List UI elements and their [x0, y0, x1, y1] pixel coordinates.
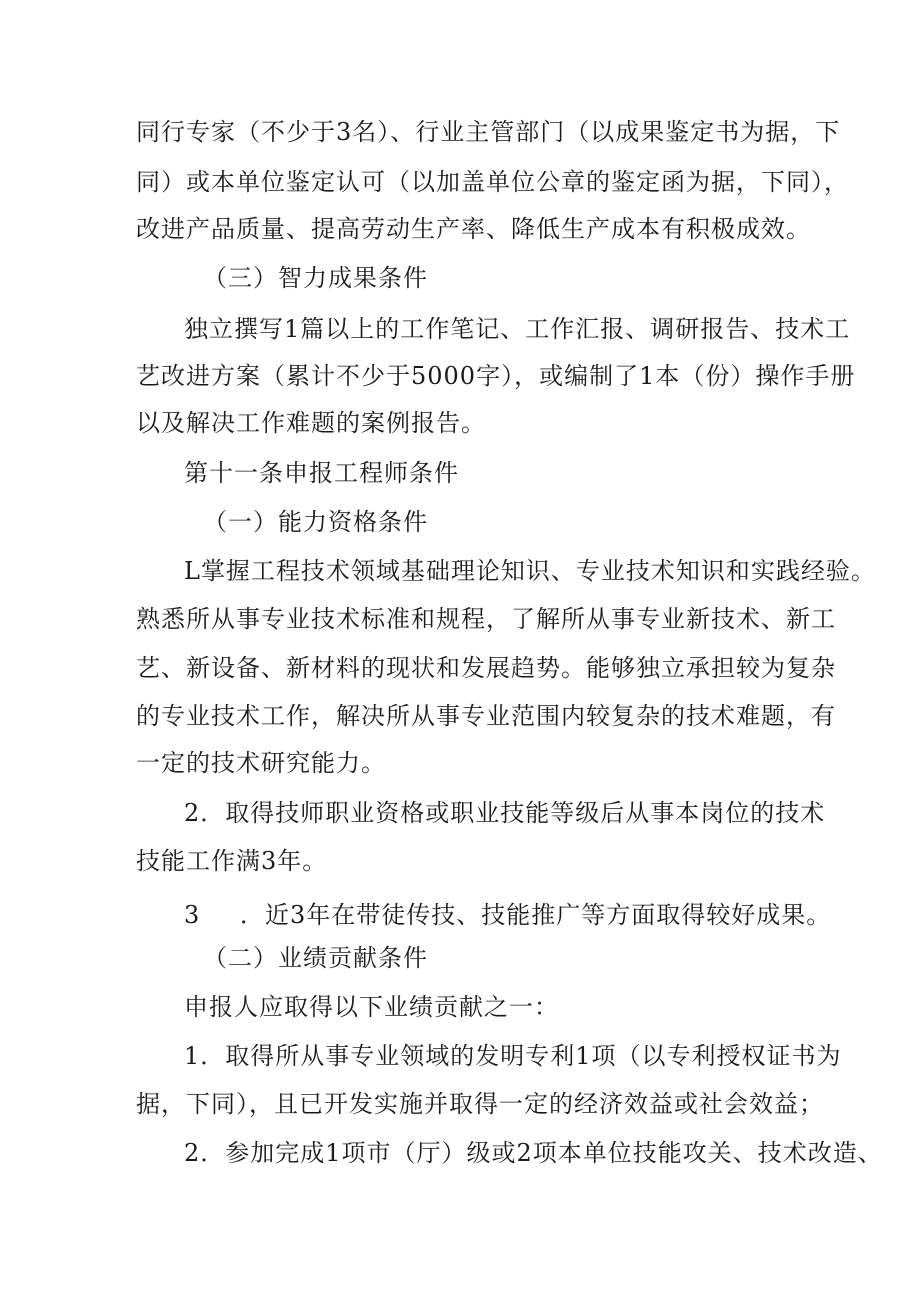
paragraph-line: L掌握工程技术领域基础理论知识、专业技术知识和实践经验。 — [184, 557, 876, 585]
paragraph-line: 改进产品质量、提高劳动生产率、降低生产成本有积极成效。 — [136, 215, 811, 243]
paragraph-line: 同行专家（不少于3名）、行业主管部门（以成果鉴定书为据，下 — [136, 118, 841, 146]
paragraph-line: 同）或本单位鉴定认可（以加盖单位公章的鉴定函为据，下同）， — [136, 168, 849, 196]
paragraph-line: 据，下同），且已开发实施并取得一定的经济效益或社会效益； — [136, 1090, 824, 1118]
paragraph-line: 2．参加完成1项市（厅）级或2项本单位技能攻关、技术改造、 — [184, 1139, 883, 1167]
paragraph-line: 以及解决工作难题的案例报告。 — [136, 409, 486, 437]
paragraph-line: 技能工作满3年。 — [136, 847, 328, 875]
section-heading: （三）智力成果条件 — [203, 264, 428, 292]
paragraph-line: ．近3年在带徒传技、技能推广等方面取得较好成果。 — [240, 901, 832, 929]
paragraph-line: 一定的技术研究能力。 — [136, 749, 386, 777]
section-heading: （二）业绩贡献条件 — [203, 944, 428, 972]
paragraph-line: 独立撰写1篇以上的工作笔记、工作汇报、调研报告、技术工 — [184, 315, 851, 343]
paragraph-line: 艺改进方案（累计不少于5000字），或编制了1本（份）操作手册 — [136, 362, 856, 390]
paragraph-line: 申报人应取得以下业绩贡献之一： — [184, 993, 559, 1021]
list-number: 3 — [184, 901, 201, 929]
article-heading: 第十一条申报工程师条件 — [184, 459, 459, 487]
paragraph-line: 的专业技术工作，解决所从事专业范围内较复杂的技术难题，有 — [136, 702, 836, 730]
paragraph-line: 熟悉所从事专业技术标准和规程，了解所从事专业新技术、新工 — [136, 605, 836, 633]
paragraph-line: 1．取得所从事专业领域的发明专利1项（以专利授权证书为 — [184, 1042, 842, 1070]
section-heading: （一）能力资格条件 — [203, 508, 428, 536]
paragraph-line: 2．取得技师职业资格或职业技能等级后从事本岗位的技术 — [184, 799, 826, 827]
paragraph-line: 艺、新设备、新材料的现状和发展趋势。能够独立承担较为复杂 — [136, 654, 836, 682]
